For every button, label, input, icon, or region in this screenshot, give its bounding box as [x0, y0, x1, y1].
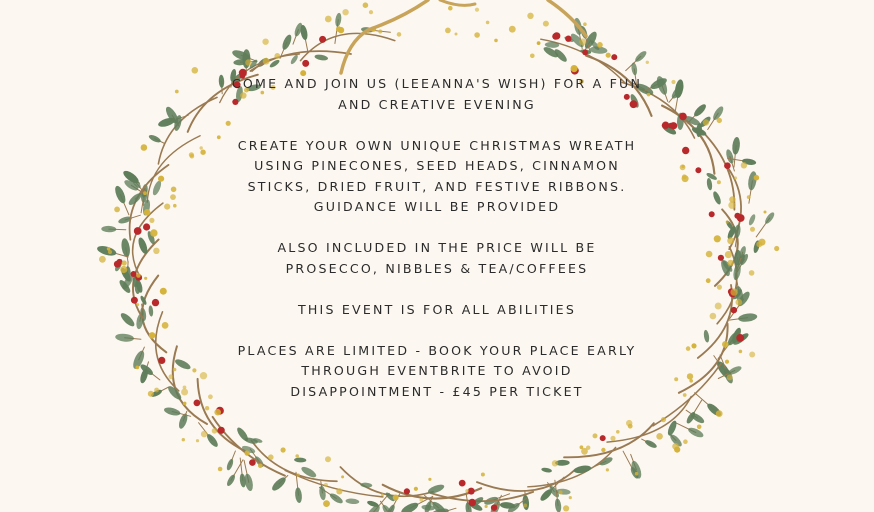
glitter-dot: [671, 80, 675, 84]
glitter-dot: [475, 8, 479, 12]
glitter-dot: [747, 195, 751, 199]
glitter-dot: [646, 61, 649, 64]
glitter-dot: [741, 162, 747, 168]
glitter-dot: [196, 439, 199, 442]
leaf: [748, 213, 757, 226]
glitter-dot: [414, 487, 418, 491]
glitter-dot: [160, 288, 167, 295]
glitter-dot: [597, 42, 603, 48]
glitter-dot: [190, 154, 195, 159]
glitter-dot: [136, 273, 141, 278]
berry: [600, 435, 606, 441]
glitter-dot: [148, 391, 154, 397]
glitter-dot: [324, 483, 328, 487]
berry: [682, 147, 689, 154]
glitter-dot: [183, 386, 187, 390]
berry: [491, 505, 497, 511]
glitter-dot: [144, 277, 147, 280]
glitter-dot: [543, 21, 549, 27]
leaf: [541, 467, 552, 473]
glitter-dot: [274, 53, 280, 59]
berry: [679, 113, 687, 121]
glitter-dot: [571, 65, 578, 72]
glitter-dot: [136, 303, 139, 306]
leaf: [573, 464, 592, 474]
glitter-dot: [485, 505, 488, 508]
leaf: [692, 102, 708, 118]
leaf: [703, 329, 710, 342]
glitter-dot: [749, 352, 755, 358]
berry: [152, 299, 159, 306]
glitter-dot: [601, 448, 605, 452]
berry: [194, 400, 201, 407]
glitter-dot: [579, 38, 586, 45]
glitter-dot: [208, 394, 213, 399]
berry: [459, 480, 466, 487]
leaf: [235, 426, 250, 443]
glitter-dot: [144, 209, 151, 216]
leaf: [314, 54, 328, 62]
glitter-dot: [445, 28, 451, 34]
glitter-dot: [244, 450, 249, 455]
glitter-dot: [153, 248, 159, 254]
glitter-dot: [149, 332, 156, 339]
leaf: [522, 495, 530, 511]
leaf: [163, 406, 181, 417]
leaf: [151, 180, 163, 197]
glitter-dot: [154, 388, 159, 393]
branch: [662, 106, 714, 174]
glitter-dot: [530, 54, 535, 59]
leaf: [294, 487, 302, 503]
glitter-dot: [182, 438, 185, 441]
berry: [143, 223, 150, 230]
leaf: [281, 33, 294, 51]
glitter-dot: [164, 204, 170, 210]
glitter-dot: [717, 118, 722, 123]
glitter-dot: [616, 430, 620, 434]
glitter-dot: [200, 372, 207, 379]
berry: [131, 297, 138, 304]
berry: [709, 211, 715, 217]
glitter-dot: [606, 53, 611, 58]
glitter-dot: [149, 218, 154, 223]
leaf: [225, 473, 236, 487]
glitter-dot: [393, 495, 399, 501]
leaf: [101, 226, 116, 233]
glitter-dot: [336, 488, 342, 494]
glitter-dot: [725, 360, 729, 364]
glitter-dot: [647, 93, 651, 97]
glitter-dot: [192, 67, 199, 74]
berry: [319, 36, 326, 43]
berry: [670, 122, 677, 129]
glitter-dot: [580, 445, 584, 449]
leaf: [174, 357, 192, 371]
glitter-dot: [727, 374, 733, 380]
berry: [695, 167, 701, 173]
glitter-dot: [342, 9, 348, 15]
leaf: [119, 311, 137, 328]
booking-text: PLACES ARE LIMITED - BOOK YOUR PLACE EARLY THROUGH EVENTBRITE TO AVOID DISAPPOINTMENT - £45 PER TICKET: [237, 342, 637, 399]
glitter-dot: [734, 176, 737, 179]
event-description: [230, 74, 644, 423]
glitter-dot: [729, 196, 735, 202]
leaf: [294, 457, 306, 462]
leaf: [218, 75, 224, 88]
glitter-dot: [428, 478, 431, 481]
glitter-dot: [263, 58, 270, 65]
glitter-dot: [122, 260, 127, 265]
abilities-text: THIS EVENT IS FOR ALL ABILITIES: [297, 301, 577, 317]
glitter-dot: [378, 29, 382, 33]
berry: [249, 459, 256, 466]
glitter-dot: [635, 472, 639, 476]
glitter-dot: [722, 341, 729, 348]
leaf: [270, 475, 288, 492]
glitter-dot: [691, 343, 696, 348]
leaf: [148, 305, 154, 317]
glitter-dot: [420, 498, 424, 502]
leaf: [113, 185, 127, 205]
glitter-dot: [552, 460, 558, 466]
glitter-dot: [481, 473, 485, 477]
leaf: [360, 482, 372, 488]
leaf: [644, 439, 658, 450]
glitter-dot: [656, 433, 663, 440]
glitter-dot: [754, 175, 760, 181]
glitter-dot: [559, 490, 563, 494]
berry: [718, 255, 724, 261]
glitter-dot: [682, 175, 689, 182]
glitter-dot: [683, 393, 687, 397]
berry: [582, 50, 588, 56]
leaf: [747, 171, 758, 191]
glitter-dot: [363, 2, 369, 8]
glitter-dot: [774, 246, 779, 251]
leaf: [430, 500, 448, 512]
glitter-dot: [703, 119, 709, 125]
glitter-dot: [448, 6, 453, 11]
gold-ribbon-bow: [440, 0, 475, 5]
berry: [131, 271, 137, 277]
glitter-dot: [583, 22, 587, 26]
glitter-dot: [325, 16, 332, 23]
glitter-dot: [169, 374, 174, 379]
glitter-dot: [114, 207, 120, 213]
glitter-dot: [200, 150, 205, 155]
glitter-dot: [606, 468, 609, 471]
branch: [213, 417, 285, 476]
branch: [653, 364, 721, 426]
glitter-dot: [610, 436, 615, 441]
glitter-dot: [494, 39, 498, 43]
glitter-dot: [143, 191, 147, 195]
glitter-dot: [205, 406, 209, 410]
glitter-dot: [726, 220, 729, 223]
glitter-dot: [523, 504, 527, 508]
glitter-dot: [201, 431, 208, 438]
berry: [736, 334, 744, 342]
branch: [340, 467, 433, 496]
leaf: [334, 12, 342, 26]
glitter-dot: [739, 350, 743, 354]
glitter-dot: [162, 322, 169, 329]
glitter-dot: [281, 447, 286, 452]
berry: [218, 427, 225, 434]
leaf: [712, 190, 723, 205]
leaf: [400, 501, 420, 512]
gold-ribbon-bow: [548, 0, 586, 36]
glitter-dot: [509, 26, 516, 33]
intro-text: COME AND JOIN US (LEEANNA'S WISH) FOR A FUN AND CREATIVE EVENING: [231, 76, 643, 112]
berry: [565, 36, 571, 42]
glitter-dot: [296, 473, 300, 477]
leaf: [328, 492, 344, 506]
glitter-dot: [727, 237, 734, 244]
berry: [302, 60, 309, 67]
glitter-dot: [218, 467, 223, 472]
activity-text: CREATE YOUR OWN UNIQUE CHRISTMAS WREATH USING PINECONES, SEED HEADS, CINNAMON STICKS, DRIED FRUIT, AND FESTIVE RIBBONS. GUIDANCE WILL BE PROVIDED: [237, 137, 637, 214]
glitter-dot: [268, 454, 274, 460]
glitter-dot: [341, 475, 344, 478]
glitter-dot: [455, 33, 458, 36]
leaf: [96, 244, 117, 257]
glitter-dot: [680, 164, 686, 170]
glitter-dot: [99, 256, 106, 263]
berry: [724, 162, 731, 169]
berry: [731, 307, 737, 313]
glitter-dot: [714, 235, 721, 242]
berry: [134, 227, 142, 235]
glitter-dot: [325, 456, 331, 462]
glitter-dot: [569, 496, 572, 499]
glitter-dot: [474, 32, 480, 38]
glitter-dot: [295, 454, 299, 458]
glitter-dot: [687, 373, 693, 379]
glitter-dot: [323, 500, 330, 507]
glitter-dot: [108, 250, 112, 254]
glitter-dot: [730, 288, 737, 295]
berry: [611, 54, 617, 60]
glitter-dot: [120, 266, 127, 273]
glitter-dot: [135, 366, 139, 370]
glitter-dot: [715, 303, 722, 310]
branch: [564, 423, 654, 457]
gold-ribbon-bow: [341, 0, 428, 73]
glitter-dot: [725, 251, 732, 258]
glitter-dot: [381, 493, 384, 496]
berry: [553, 32, 560, 39]
glitter-dot: [397, 32, 402, 37]
glitter-dot: [706, 278, 711, 283]
leaf: [687, 426, 705, 440]
glitter-dot: [706, 251, 713, 258]
leaf: [666, 419, 678, 436]
berry: [468, 499, 476, 507]
glitter-dot: [750, 227, 755, 232]
glitter-dot: [181, 389, 188, 396]
glitter-dot: [245, 59, 252, 66]
glitter-dot: [717, 180, 721, 184]
inclusions-text: ALSO INCLUDED IN THE PRICE WILL BE PROSECCO, NIBBLES & TEA/COFFEES: [277, 240, 597, 276]
glitter-dot: [158, 176, 164, 182]
berry: [734, 213, 740, 219]
glitter-dot: [756, 241, 762, 247]
leaf: [732, 137, 741, 155]
glitter-dot: [661, 417, 666, 422]
glitter-dot: [736, 299, 743, 306]
glitter-dot: [192, 368, 196, 372]
glitter-dot: [486, 21, 490, 25]
glitter-dot: [563, 505, 569, 511]
glitter-dot: [173, 204, 177, 208]
glitter-dot: [200, 146, 203, 149]
glitter-dot: [262, 39, 268, 45]
leaf: [738, 312, 758, 323]
glitter-dot: [764, 211, 767, 214]
glitter-dot: [141, 144, 148, 151]
glitter-dot: [697, 425, 702, 430]
berry: [117, 259, 123, 265]
glitter-dot: [717, 285, 722, 290]
glitter-dot: [338, 27, 344, 33]
glitter-dot: [258, 464, 263, 469]
leaf: [706, 178, 713, 191]
glitter-dot: [173, 368, 177, 372]
leaf: [148, 133, 162, 144]
berry: [404, 488, 410, 494]
glitter-dot: [170, 194, 176, 200]
glitter-dot: [537, 41, 541, 45]
glitter-dot: [749, 270, 755, 276]
glitter-dot: [686, 346, 691, 351]
glitter-dot: [150, 229, 157, 236]
glitter-dot: [217, 135, 221, 139]
leaf: [345, 498, 359, 505]
glitter-dot: [683, 439, 688, 444]
glitter-dot: [674, 377, 678, 381]
berry: [158, 357, 165, 364]
glitter-dot: [710, 313, 717, 320]
glitter-dot: [465, 489, 469, 493]
glitter-dot: [593, 433, 598, 438]
glitter-dot: [214, 409, 221, 416]
leaf: [554, 498, 562, 512]
leaf: [634, 49, 648, 63]
glitter-dot: [716, 410, 723, 417]
branch: [477, 469, 575, 491]
glitter-dot: [628, 424, 633, 429]
glitter-dot: [672, 443, 679, 450]
glitter-dot: [369, 10, 373, 14]
glitter-dot: [175, 90, 179, 94]
leaf: [226, 458, 235, 471]
glitter-dot: [183, 402, 187, 406]
glitter-dot: [527, 13, 533, 19]
glitter-dot: [212, 428, 218, 434]
leaf: [115, 333, 135, 343]
glitter-dot: [728, 260, 734, 266]
glitter-dot: [171, 187, 177, 193]
